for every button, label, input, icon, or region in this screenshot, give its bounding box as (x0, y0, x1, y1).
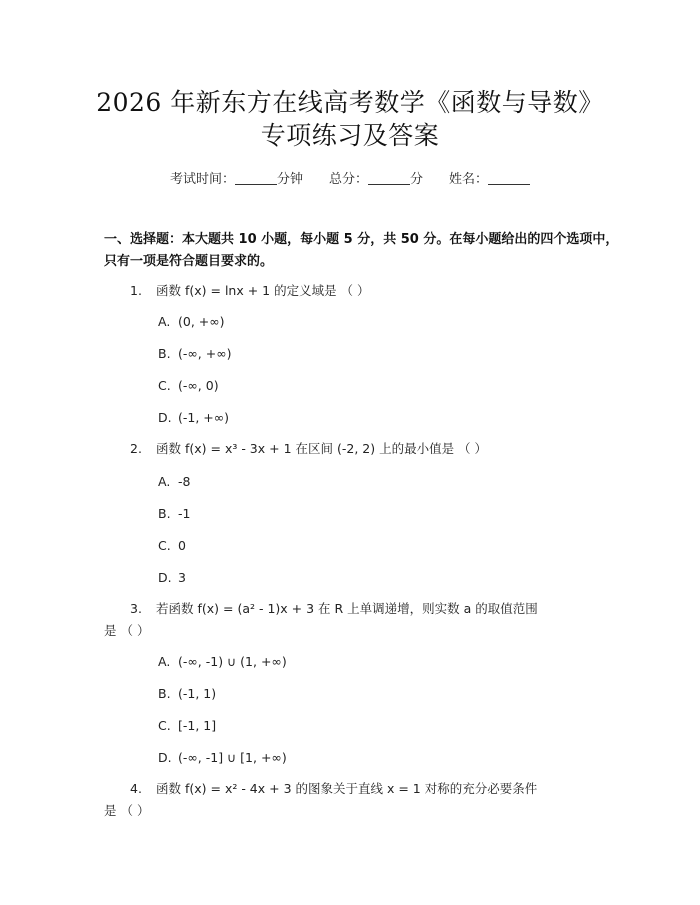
option-letter: C. (158, 378, 171, 393)
option-text: 0 (178, 538, 186, 553)
option-letter: D. (158, 750, 172, 765)
score-label: 总分： (328, 172, 368, 187)
score-blank (368, 172, 410, 185)
option-text: [-1, 1] (178, 718, 217, 733)
option-letter: C. (158, 538, 171, 553)
score-unit: 分 (410, 172, 424, 187)
option-1d (158, 409, 229, 427)
option-1b (158, 345, 232, 363)
page-title: 2026 年新东方在线高考数学《函数与导数》 (96, 88, 604, 117)
question-2 (104, 438, 614, 460)
time-unit: 分钟 (276, 172, 303, 187)
exam-meta-line (0, 168, 700, 187)
question-stem: 若函数 f(x) = (a² - 1)x + 3 在 R 上单调递增，则实数 a 的取值范围 (156, 601, 538, 616)
option-letter: B. (158, 346, 171, 361)
option-text: (-1, +∞) (178, 410, 230, 425)
question-3 (104, 598, 614, 642)
option-3a (158, 653, 287, 671)
question-number: 2. (130, 441, 142, 456)
question-1 (104, 280, 614, 302)
option-text: (0, +∞) (178, 314, 225, 329)
option-1c (158, 377, 219, 395)
option-letter: C. (158, 718, 171, 733)
section-heading: 一、选择题：本大题共 10 小题，每小题 5 分，共 50 分。在每小题给出的四个选项中，只有一项是符合题目要求的。 (104, 232, 619, 269)
option-text: -8 (178, 474, 191, 489)
option-letter: A. (158, 474, 171, 489)
question-stem-continued: 是 （ ） (104, 803, 150, 818)
option-text: (-∞, -1) ∪ (1, +∞) (178, 654, 287, 669)
option-text: (-∞, +∞) (178, 346, 232, 361)
option-letter: A. (158, 314, 171, 329)
name-label: 姓名： (449, 172, 489, 187)
time-label: 考试时间： (169, 172, 235, 187)
option-2d (158, 569, 186, 587)
option-2c (158, 537, 186, 555)
option-text: (-∞, 0) (178, 378, 219, 393)
option-letter: A. (158, 654, 171, 669)
question-stem: 函数 f(x) = x² - 4x + 3 的图象关于直线 x = 1 对称的充分必要条件 (156, 781, 538, 796)
option-3c (158, 717, 216, 735)
question-stem: 函数 f(x) = x³ - 3x + 1 在区间 (-2, 2) 上的最小值是 （ ） (156, 441, 488, 456)
option-3d (158, 749, 287, 767)
option-text: -1 (178, 506, 191, 521)
name-blank (488, 172, 530, 185)
question-number: 1. (130, 283, 142, 298)
option-letter: B. (158, 506, 171, 521)
question-stem-continued: 是 （ ） (104, 623, 150, 638)
question-number: 4. (130, 781, 142, 796)
question-stem: 函数 f(x) = lnx + 1 的定义域是 （ ） (156, 283, 370, 298)
option-2a (158, 473, 190, 491)
option-2b (158, 505, 190, 523)
page-subtitle: 专项练习及答案 (260, 121, 440, 150)
option-text: 3 (178, 570, 186, 585)
option-1a (158, 313, 225, 331)
time-blank (235, 172, 277, 185)
option-3b (158, 685, 216, 703)
question-number: 3. (130, 601, 142, 616)
option-text: (-1, 1) (178, 686, 217, 701)
option-letter: D. (158, 410, 172, 425)
option-letter: D. (158, 570, 172, 585)
option-letter: B. (158, 686, 171, 701)
option-text: (-∞, -1] ∪ [1, +∞) (178, 750, 287, 765)
question-4 (104, 778, 614, 822)
